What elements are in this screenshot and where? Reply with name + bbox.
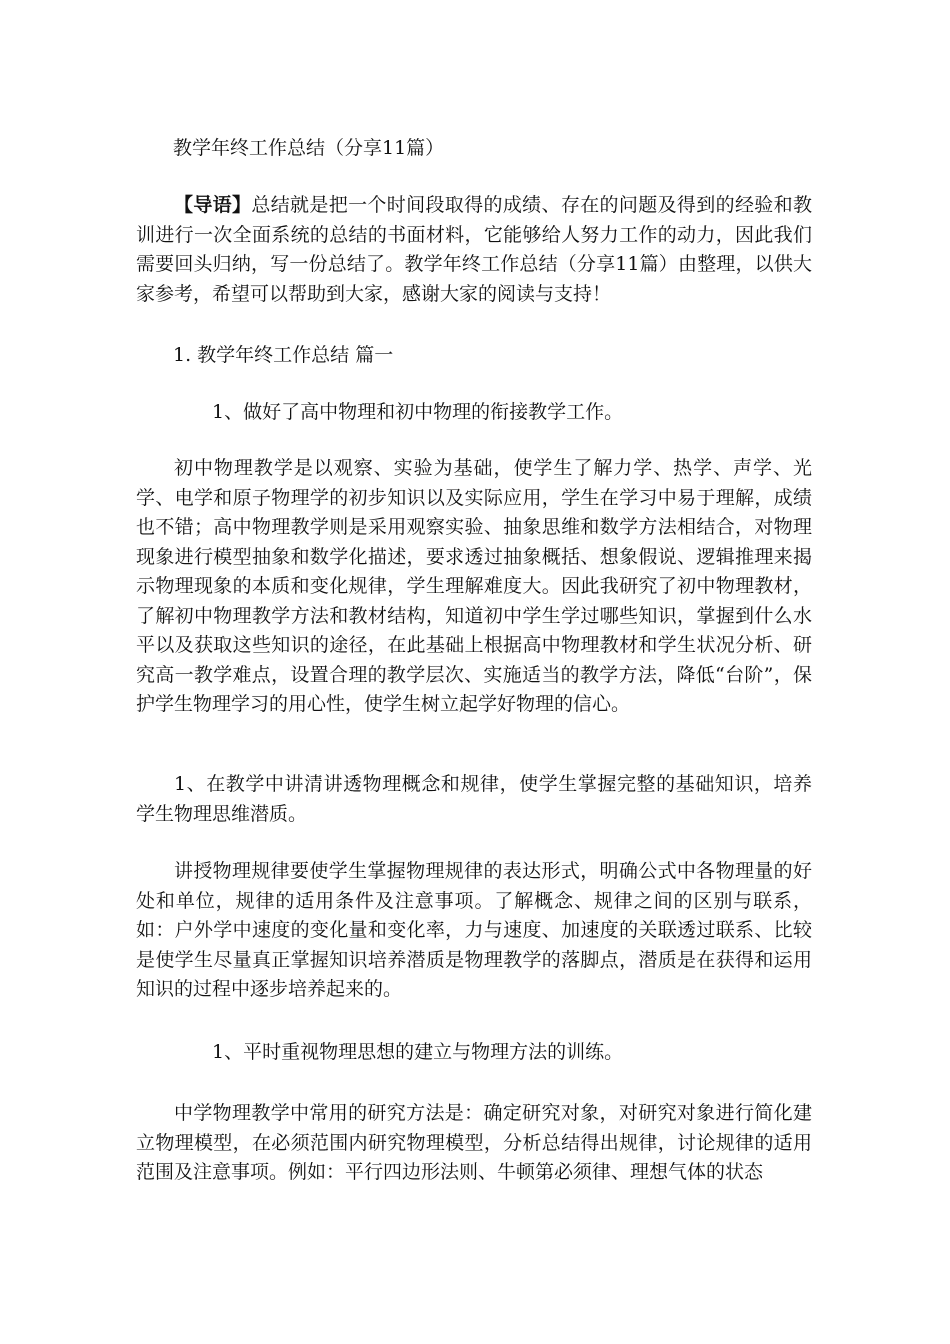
intro-paragraph [136, 191, 812, 309]
intro-text: 总结就是把一个时间段取得的成绩、存在的问题及得到的经验和教训进行一次全面系统的总结的书面材料，它能够给人努力工作的动力，因此我们需要回头归纳，写一份总结了。教学年终工作总结（分享11篇）由整理，以供大家参考，希望可以帮助到大家，感谢大家的阅读与支持！ [136, 194, 812, 305]
item-2-heading: 1、在教学中讲清讲透物理概念和规律，使学生掌握完整的基础知识，培养学生物理思维潜质。 [136, 773, 812, 825]
intro-label: 【导语】 [174, 194, 252, 216]
document-title: 教学年终工作总结（分享11篇） [173, 137, 445, 159]
item-1-heading: 1、做好了高中物理和初中物理的衔接教学工作。 [212, 401, 624, 423]
item-2-body: 讲授物理规律要使学生掌握物理规律的表达形式，明确公式中各物理量的好处和单位，规律的适用条件及注意事项。了解概念、规律之间的区别与联系，如：户外学中速度的变化量和变化率，力与速度、加速度的关联透过联系、比较是使学生尽量真正掌握知识培养潜质是物理教学的落脚点，潜质是在获得和运用知识的过程中逐步培养起来的。 [136, 860, 812, 1000]
section-heading: 1. 教学年终工作总结 篇一 [173, 344, 394, 366]
item-3-heading: 1、平时重视物理思想的建立与物理方法的训练。 [212, 1041, 624, 1063]
item-3-body: 中学物理教学中常用的研究方法是：确定研究对象，对研究对象进行简化建立物理模型，在必须范围内研究物理模型，分析总结得出规律，讨论规律的适用范围及注意事项。例如：平行四边形法则、牛顿第必须律、理想气体的状态 [136, 1102, 812, 1183]
item-1-body: 初中物理教学是以观察、实验为基础，使学生了解力学、热学、声学、光学、电学和原子物理学的初步知识以及实际应用，学生在学习中易于理解，成绩也不错；高中物理教学则是采用观察实验、抽象思维和数学方法相结合，对物理现象进行模型抽象和数学化描述，要求透过抽象概括、想象假说、逻辑推理来揭示物理现象的本质和变化规律，学生理解难度大。因此我研究了初中物理教材，了解初中物理教学方法和教材结构，知道初中学生学过哪些知识，掌握到什么水平以及获取这些知识的途径，在此基础上根据高中物理教材和学生状况分析、研究高一教学难点，设置合理的教学层次、实施适当的教学方法，降低“台阶”，保护学生物理学习的用心性，使学生树立起学好物理的信心。 [136, 457, 812, 715]
